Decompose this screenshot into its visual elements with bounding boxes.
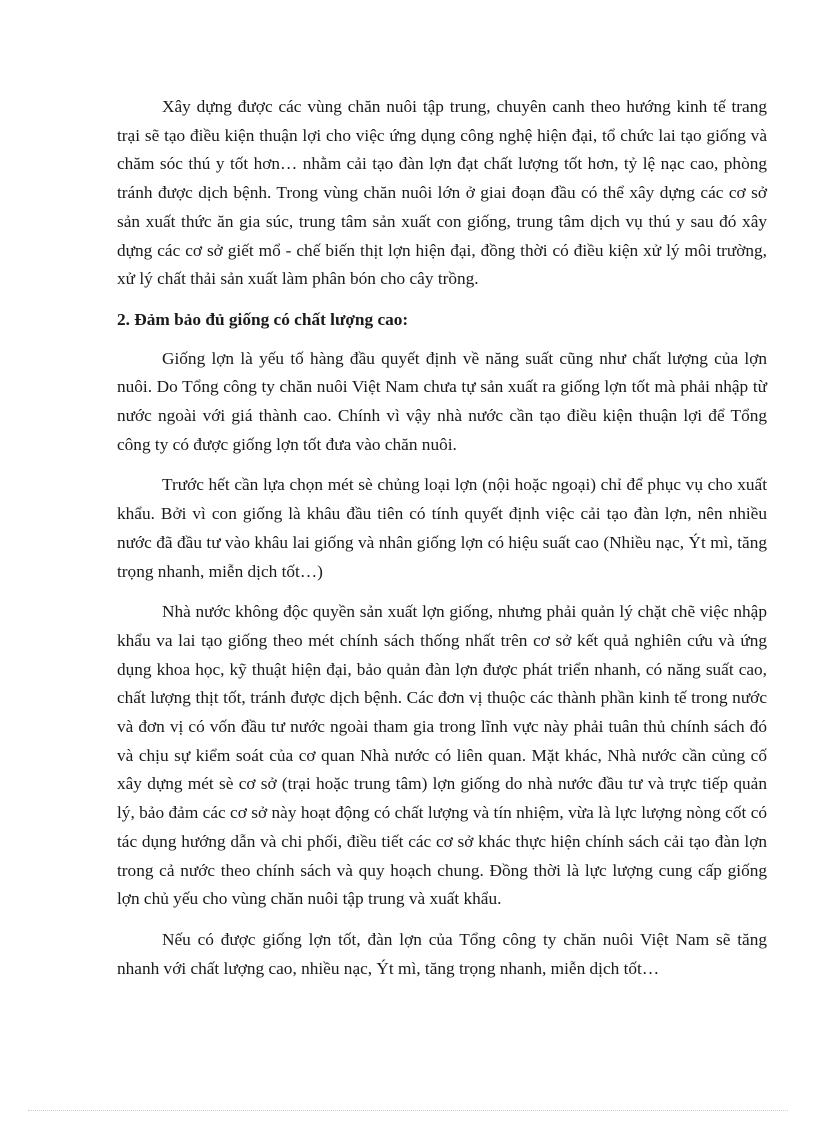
paragraph-concentrated-farming: Xây dựng được các vùng chăn nuôi tập trung, chuyên canh theo hướng kinh tế trang trại sẽ tạo điều kiện thuận lợi cho việc ứng dụng công nghệ hiện đại, tổ chức lai tạo giống và chăm sóc thú y tốt hơn… nhằm cải tạo đàn lợn đạt chất lượng tốt hơn, tỷ lệ nạc cao, phòng tránh được dịch bệnh. Trong vùng chăn nuôi lớn ở giai đoạn đầu có thể xây dựng các cơ sở sản xuất thức ăn gia súc, trung tâm sản xuất con giống, trung tâm dịch vụ thú y sau đó xây dựng các cơ sở giết mổ - chế biến thịt lợn hiện đại, đồng thời có điều kiện xử lý môi trường, xử lý chất thải sản xuất làm phân bón cho cây trồng. [117, 97, 767, 289]
page-footer-rule [28, 1110, 788, 1111]
paragraph-breed-selection: Trước hết cần lựa chọn mét sè chủng loại lợn (nội hoặc ngoại) chỉ để phục vụ cho xuất khẩu. Bởi vì con giống là khâu đầu tiên có tính quyết định việc cải tạo đàn lợn, nên nhiều nước đã đầu tư vào khâu lai giống và nhân giống lợn có hiệu suất cao (Nhiều nạc, Ýt mì, tăng trọng nhanh, miễn dịch tốt…) [117, 475, 767, 581]
paragraph-breed-importance: Giống lợn là yếu tố hàng đầu quyết định về năng suất cũng như chất lượng của lợn nuôi. Do Tổng công ty chăn nuôi Việt Nam chưa tự sản xuất ra giống lợn tốt mà phải nhập từ nước ngoài với giá thành cao. Chính vì vậy nhà nước cần tạo điều kiện thuận lợi để Tổng công ty có được giống lợn tốt đưa vào chăn nuôi. [117, 348, 767, 454]
document-page [117, 93, 767, 995]
paragraph-state-management: Nhà nước không độc quyền sản xuất lợn giống, nhưng phải quản lý chặt chẽ việc nhập khẩu va lai tạo giống theo mét chính sách thống nhất trên cơ sở kết quả nghiên cứu và ứng dụng khoa học, kỹ thuật hiện đại, bảo quản đàn lợn được phát triển nhanh, có năng suất cao, chất lượng thịt tốt, tránh được dịch bệnh. Các đơn vị thuộc các thành phần kinh tế trong nước và đơn vị có vốn đầu tư nước ngoài tham gia trong lĩnh vực này phải tuân thủ chính sách đó và chịu sự kiểm soát của cơ quan Nhà nước có liên quan. Mặt khác, Nhà nước cần củng cố xây dựng mét sè cơ sở (trại hoặc trung tâm) lợn giống do nhà nước đầu tư và trực tiếp quản lý, bảo đảm các cơ sở này hoạt động có chất lượng và tín nhiệm, vừa là lực lượng nòng cốt có tác dụng hướng dẫn và chi phối, điều tiết các cơ sở khác thực hiện chính sách cải tạo đàn lợn trong cả nước theo chính sách và quy hoạch chung. Đồng thời là lực lượng cung cấp giống lợn chủ yếu cho vùng chăn nuôi tập trung và xuất khẩu. [117, 602, 767, 909]
section-heading-breeds: 2. Đảm bảo đủ giống có chất lượng cao: [117, 309, 409, 329]
paragraph-outcome: Nếu có được giống lợn tốt, đàn lợn của Tổng công ty chăn nuôi Việt Nam sẽ tăng nhanh với chất lượng cao, nhiều nạc, Ýt mì, tăng trọng nhanh, miễn dịch tốt… [117, 929, 767, 978]
